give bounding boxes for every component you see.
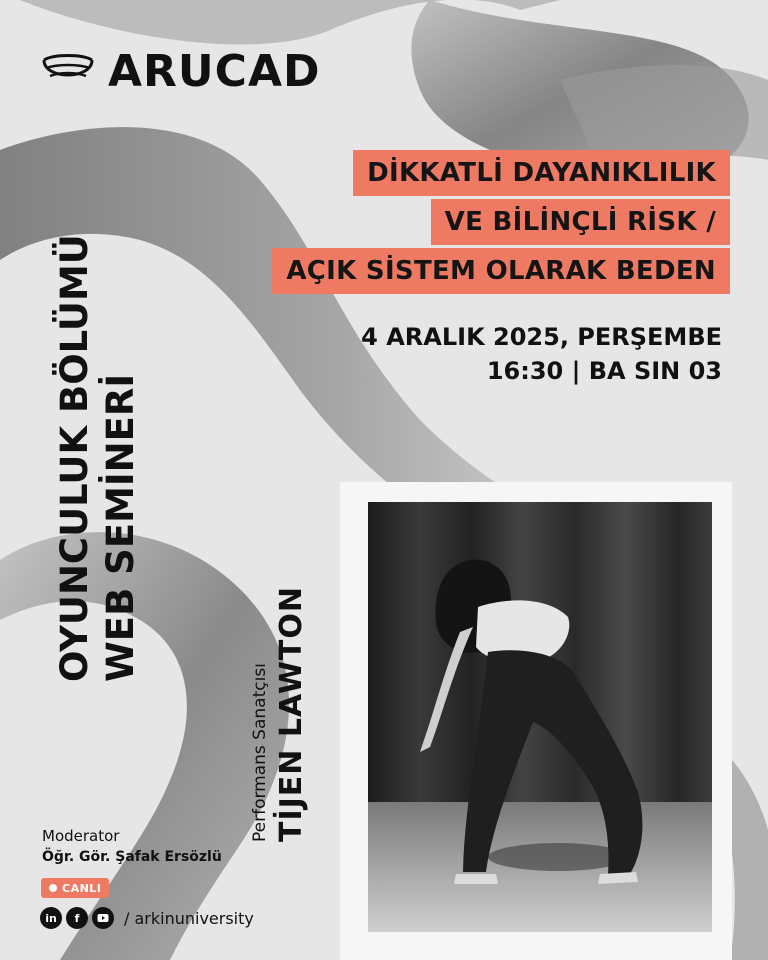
social-links xyxy=(40,907,254,929)
moderator-label: Moderator xyxy=(42,827,120,845)
event-date-block xyxy=(361,320,722,388)
performer-name: TİJEN LAWTON xyxy=(274,586,309,842)
live-label: CANLI xyxy=(62,881,102,895)
moderator-info xyxy=(42,826,222,868)
linkedin-icon[interactable]: in xyxy=(40,907,62,929)
social-handle[interactable]: / arkinuniversity xyxy=(124,908,254,928)
series-title xyxy=(52,162,144,682)
title-line-1: DİKKATLİ DAYANIKLILIK xyxy=(353,150,730,196)
performer-photo xyxy=(368,502,712,932)
title-line-3: AÇIK SİSTEM OLARAK BEDEN xyxy=(272,248,730,294)
brand-logo xyxy=(40,46,321,97)
event-date: 4 ARALIK 2025, PERŞEMBE xyxy=(361,323,722,351)
brand-name: ARUCAD xyxy=(108,46,321,97)
title-line-2: VE BİLİNÇLİ RİSK / xyxy=(431,199,730,245)
series-line-2: WEB SEMİNERİ xyxy=(99,373,142,682)
youtube-icon[interactable] xyxy=(92,907,114,929)
moderator-name: Öğr. Gör. Şafak Ersözlü xyxy=(42,849,222,865)
performer-role: Performans Sanatçısı xyxy=(250,663,270,842)
arucad-logo-icon xyxy=(40,50,96,94)
live-dot-icon xyxy=(49,884,57,892)
event-time-place: 16:30 | BA SIN 03 xyxy=(486,357,722,385)
performer-info xyxy=(248,512,312,842)
series-line-1: OYUNCULUK BÖLÜMÜ xyxy=(53,234,96,682)
live-badge xyxy=(41,878,109,898)
facebook-icon[interactable]: f xyxy=(66,907,88,929)
